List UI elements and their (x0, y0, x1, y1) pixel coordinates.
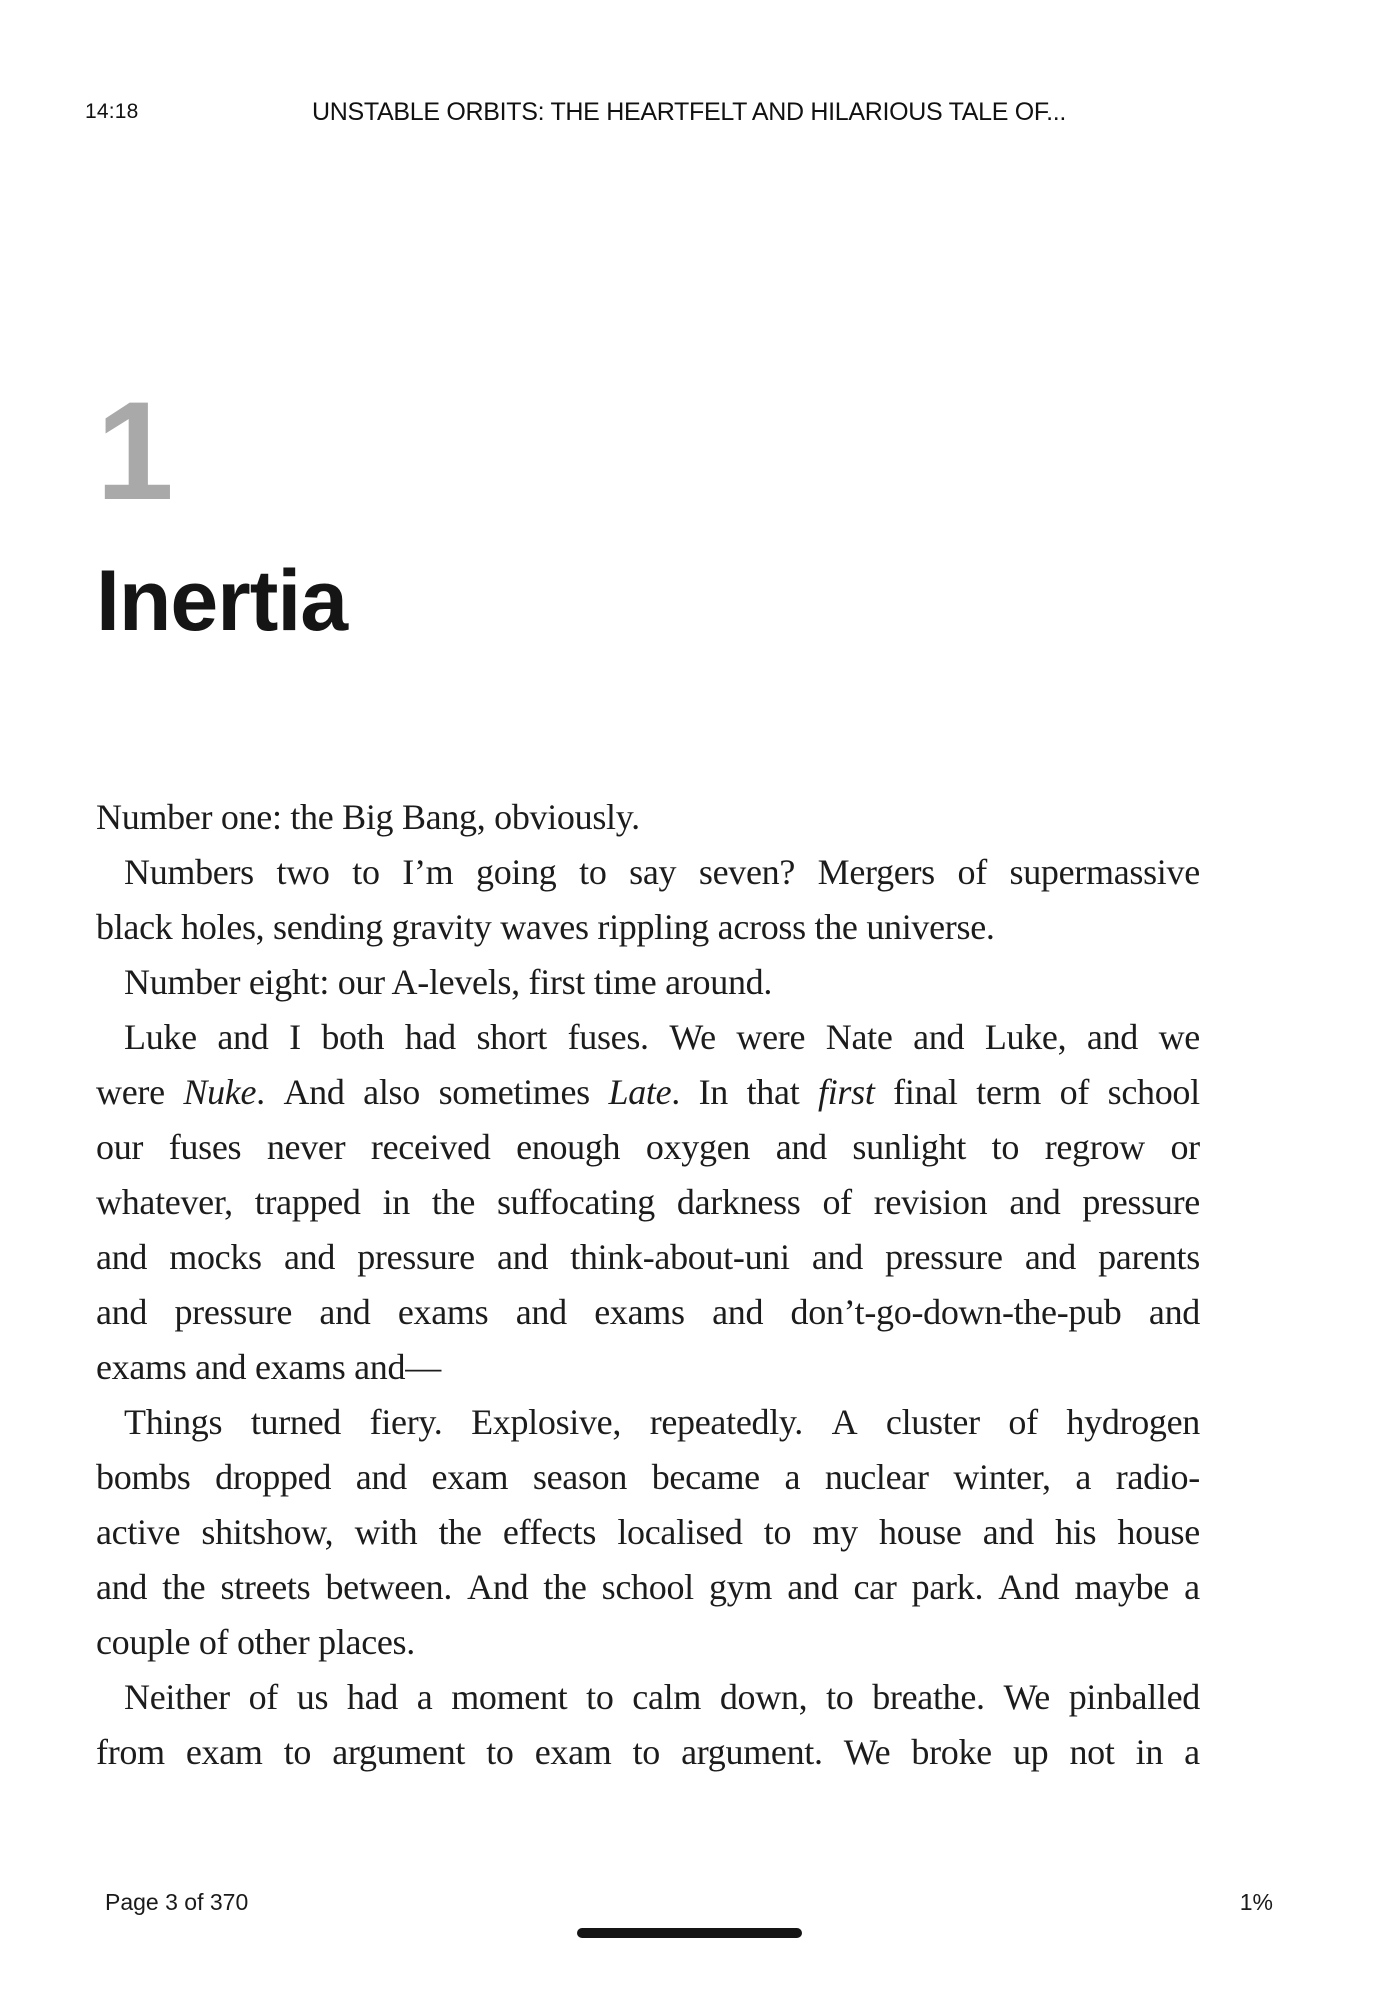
body-line: black holes, sending gravity waves rippling across the universe. (96, 907, 995, 947)
body-line: and the streets between. And the school gym and car park. And maybe a (96, 1567, 1200, 1607)
top-bar (0, 96, 1378, 128)
body-line: Neither of us had a moment to calm down, to breathe. We pinballed (124, 1677, 1200, 1717)
body-line: and pressure and exams and exams and don’t-go-down-the-pub and (96, 1292, 1200, 1332)
body-line: whatever, trapped in the suffocating darkness of revision and pressure (96, 1182, 1200, 1222)
body-line: were Nuke. And also sometimes Late. In that first final term of school (96, 1072, 1200, 1112)
body-line: exams and exams and— (96, 1347, 441, 1387)
body-text (96, 790, 1200, 1780)
page-number-label: Page 3 of 370 (105, 1889, 249, 1915)
body-line: Things turned fiery. Explosive, repeatedly. A cluster of hydrogen (124, 1402, 1200, 1442)
body-line: Number eight: our A-levels, first time around. (124, 962, 773, 1002)
progress-percent-label: 1% (1239, 1889, 1273, 1915)
chapter-number: 1 (96, 372, 174, 529)
body-line: active shitshow, with the effects localised to my house and his house (96, 1512, 1200, 1552)
book-title-header: UNSTABLE ORBITS: THE HEARTFELT AND HILARIOUS TALE OF... (311, 98, 1067, 126)
chapter-title: Inertia (96, 553, 348, 649)
body-line: Number one: the Big Bang, obviously. (96, 797, 640, 837)
body-line: Luke and I both had short fuses. We were Nate and Luke, and we (124, 1017, 1200, 1057)
home-indicator[interactable] (577, 1928, 802, 1938)
body-line: couple of other places. (96, 1622, 415, 1662)
status-time: 14:18 (85, 100, 139, 123)
body-line: and mocks and pressure and think-about-uni and pressure and parents (96, 1237, 1200, 1277)
footer-bar (0, 1888, 1378, 1916)
body-line: from exam to argument to exam to argument. We broke up not in a (96, 1732, 1200, 1772)
body-line: Numbers two to I’m going to say seven? Mergers of supermassive (124, 852, 1200, 892)
body-line: our fuses never received enough oxygen and sunlight to regrow or (96, 1127, 1200, 1167)
body-line: bombs dropped and exam season became a nuclear winter, a radio- (96, 1457, 1200, 1497)
